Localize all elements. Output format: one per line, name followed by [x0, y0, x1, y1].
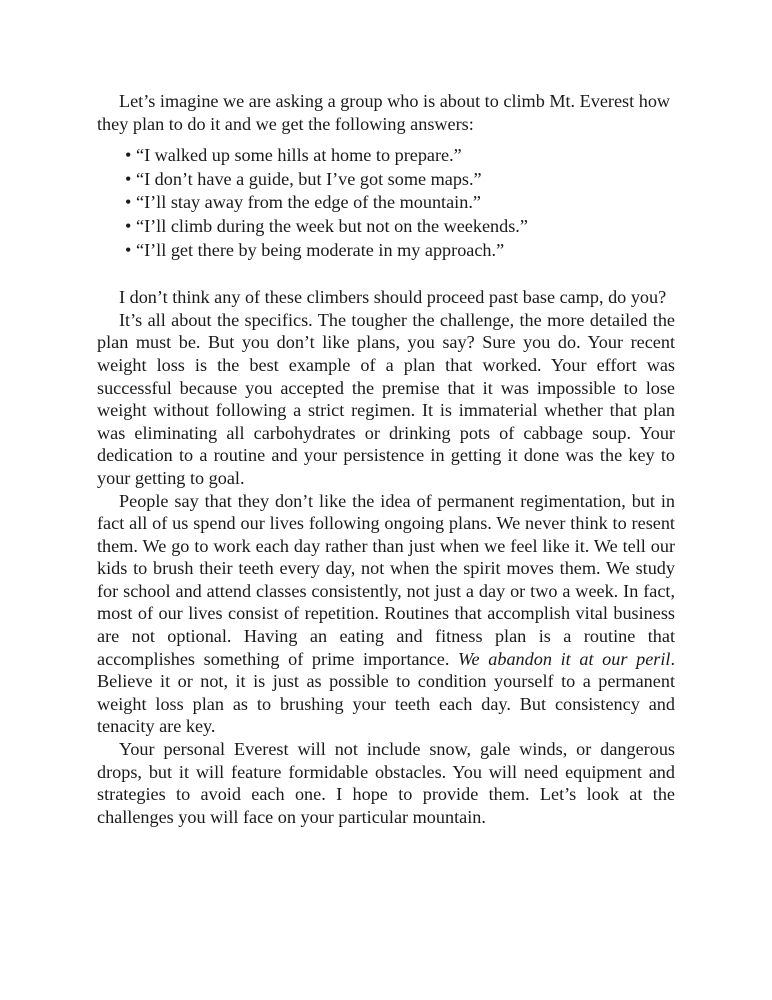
- list-item-text: “I’ll stay away from the edge of the mountain.”: [136, 192, 481, 213]
- paragraph-regimentation: [97, 490, 675, 739]
- list-item: [125, 168, 675, 191]
- bullet-icon: •: [125, 192, 132, 213]
- page-body: [97, 90, 675, 828]
- list-item-text: “I’ll get there by being moderate in my approach.”: [136, 239, 505, 260]
- answers-list: [97, 144, 675, 261]
- paragraph-base-camp: I don’t think any of these climbers should proceed past base camp, do you?: [119, 287, 667, 308]
- bullet-icon: •: [125, 145, 132, 166]
- paragraph-text: . Believe it or not, it is just as possible to condition yourself to a permanent weight loss plan as to brushing your teeth each day. But consistency and tenacity are key.: [97, 648, 675, 737]
- paragraph-text: People say that they don’t like the idea of permanent regimentation, but in fact all of us spend our lives following ongoing plans. We never think to resent them. We go to work each day rather than just when we feel like it. We tell our kids to brush their teeth every day, not when the spirit moves them. We study for school and attend classes consistently, not just a day or two a week. In fact, most of our lives consist of repetition. Routines that accomplish vital business are not optional. Having an eating and fitness plan is a routine that accomplishes something of prime importance.: [97, 490, 675, 669]
- list-item: [125, 215, 675, 238]
- paragraph-specifics: It’s all about the specifics. The tougher the challenge, the more detailed the plan must be. But you don’t like plans, you say? Sure you do. Your recent weight loss is the best example of a plan that worked. Your effort was successful because you accepted the premise that it was impossible to lose weight without following a strict regimen. It is immaterial whether that plan was eliminating all carbohydrates or drinking pots of cabbage soup. Your dedication to a routine and your persistence in getting it done was the key to your getting to goal.: [97, 309, 675, 488]
- bullet-icon: •: [125, 239, 132, 260]
- intro-paragraph: Let’s imagine we are asking a group who is about to climb Mt. Everest how they plan to do it and we get the following answers:: [97, 91, 671, 134]
- list-item-text: “I’ll climb during the week but not on the weekends.”: [136, 215, 528, 236]
- bullet-icon: •: [125, 168, 132, 189]
- list-item: [125, 239, 675, 262]
- list-item-text: “I don’t have a guide, but I’ve got some maps.”: [136, 168, 482, 189]
- emphasis-text: We abandon it at our peril: [458, 648, 671, 669]
- list-item: [125, 191, 675, 214]
- paragraph-everest: Your personal Everest will not include snow, gale winds, or dangerous drops, but it will feature formidable obstacles. You will need equipment and strategies to avoid each one. I hope to provide them. Let’s look at the challenges you will face on your particular mountain.: [97, 739, 675, 827]
- list-item-text: “I walked up some hills at home to prepare.”: [136, 145, 462, 166]
- bullet-icon: •: [125, 215, 132, 236]
- list-item: [125, 144, 675, 167]
